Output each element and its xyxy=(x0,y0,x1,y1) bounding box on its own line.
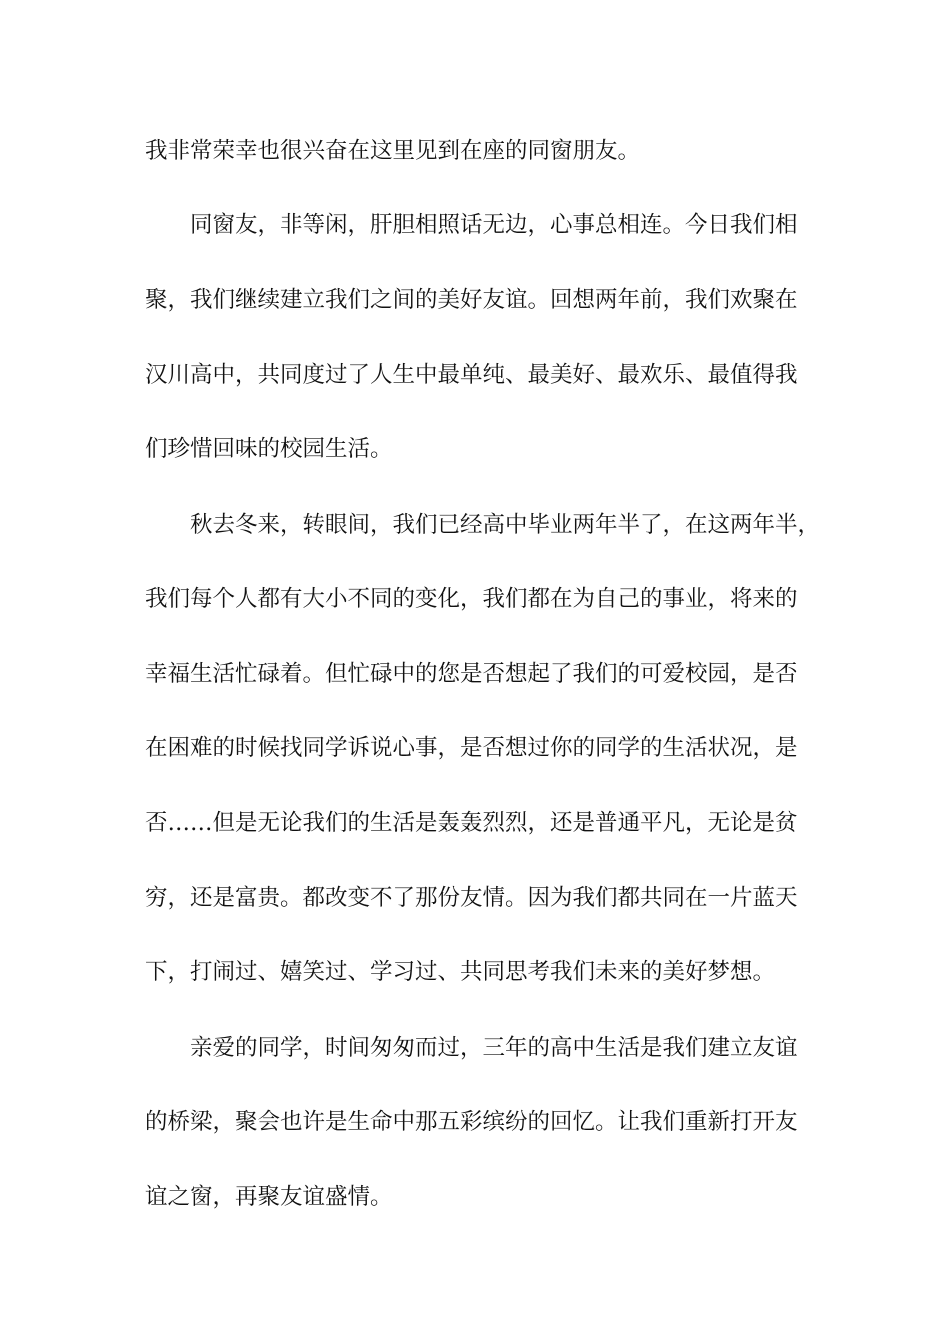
text-line-11: 穷，还是富贵。都改变不了那份友情。因为我们都共同在一片蓝天 xyxy=(145,885,798,911)
text-line-5: 们珍惜回味的校园生活。 xyxy=(145,436,393,462)
text-line-15: 谊之窗，再聚友谊盛情。 xyxy=(145,1184,393,1210)
text-line-14: 的桥梁，聚会也许是生命中那五彩缤纷的回忆。让我们重新打开友 xyxy=(145,1109,798,1135)
text-line-4: 汉川高中，共同度过了人生中最单纯、最美好、最欢乐、最值得我 xyxy=(145,362,798,388)
text-line-9: 在困难的时候找同学诉说心事，是否想过你的同学的生活状况，是 xyxy=(145,735,798,761)
text-line-1: 我非常荣幸也很兴奋在这里见到在座的同窗朋友。 xyxy=(145,138,641,164)
text-line-7: 我们每个人都有大小不同的变化，我们都在为自己的事业，将来的 xyxy=(145,586,798,612)
text-line-3: 聚，我们继续建立我们之间的美好友谊。回想两年前，我们欢聚在 xyxy=(145,287,798,313)
text-line-6: 秋去冬来，转眼间，我们已经高中毕业两年半了，在这两年半， xyxy=(190,512,821,538)
text-line-13: 亲爱的同学，时间匆匆而过，三年的高中生活是我们建立友谊 xyxy=(190,1035,798,1061)
text-line-8: 幸福生活忙碌着。但忙碌中的您是否想起了我们的可爱校园，是否 xyxy=(145,661,798,687)
text-line-2: 同窗友，非等闲，肝胆相照话无边，心事总相连。今日我们相 xyxy=(190,212,798,238)
text-line-12: 下，打闹过、嬉笑过、学习过、共同思考我们未来的美好梦想。 xyxy=(145,959,776,985)
text-line-10: 否……但是无论我们的生活是轰轰烈烈，还是普通平凡，无论是贫 xyxy=(145,810,798,836)
